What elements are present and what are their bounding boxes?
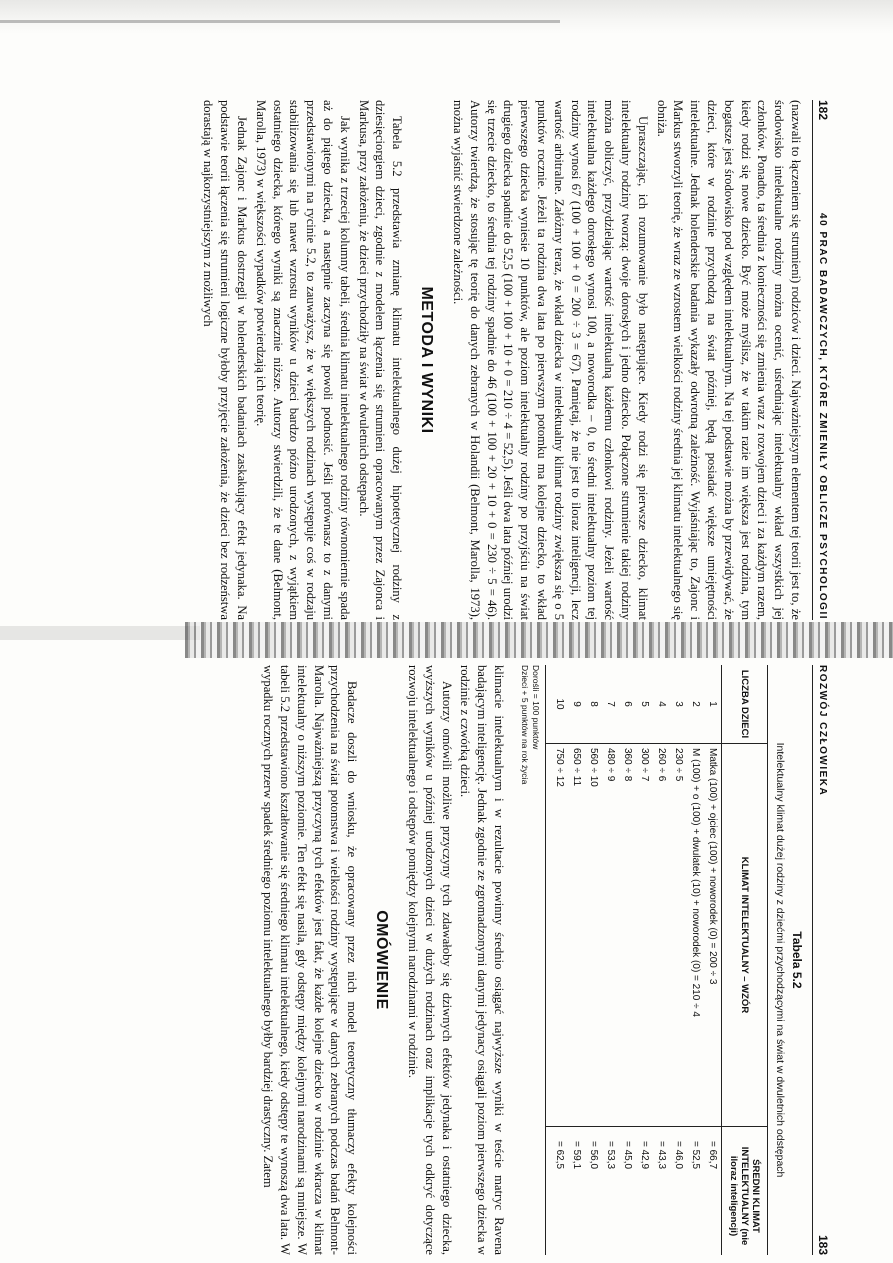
table-row [585,665,602,1255]
section-heading: OMÓWIENIE [373,910,391,1010]
running-head-right [812,665,833,1255]
page-182 [23,100,833,620]
cell: = 56,0 [585,1127,602,1256]
cell: = 59,1 [568,1127,585,1256]
running-head-left [812,100,833,620]
running-head-title: ROZWÓJ CZŁOWIEKA [817,665,829,797]
cell: = 46,0 [670,1127,687,1256]
cell: 750 ÷ 12 [546,744,569,1127]
cell: = 45,0 [619,1127,636,1256]
scan-gutter [0,626,200,640]
paragraph: Upraszczając, ich rozumowanie było następujące. Kiedy rodzi się pierwsze dziecko, klimat intelektualny rodziny tworzą: dwoje dorosłych i jedno dziecko. Połączone strumienie takiej rodziny można obliczyć, przydzielając wartość intelektualną każdemu członkowi rodziny. Jeżeli wartość intelektualna każdego dorosłego wynosi 100, a noworodka – 0, to średni intelektualny poziom tej rodziny wynosi 67 (100 + 100 + 0 = 200 ÷ 3 = 67). Pamiętaj, że nie jest to iloraz inteligencji, lecz wartość arbitralne. Załóżmy teraz, że wkład dziecka w intelektualny klimat rodziny zwiększa się o 5 punktów rocznie. Jeżeli ta rodzina dwa lata po pierwszym potomku ma kolejne dziecko, to wkład pierwszego dziecka wyniesie 10 punktów, ale poziom intelektualny rodziny po przyjściu na świat drugiego dziecka spadnie do 52,5 (100 + 100 + 10 + 0 = 210 ÷ 4 = 52,5). Jeśli dwa lata później urodzi się trzecie dziecko, to średnia tej rodziny spadnie do 46 (100 + 100 + 20 + 10 + 0 = 230 ÷ 5 = 46). Autorzy twierdzą, że stosując tę teorię do danych zebranych w Holandii (Belmont, Marolla, 1973), można wyjaśnić stwierdzone zależności. [451,100,650,620]
cell: = 62,5 [546,1127,569,1256]
cell: = 52,5 [687,1127,704,1256]
cell: 4 [653,665,670,744]
page-number: 182 [816,100,830,121]
cell: 650 ÷ 11 [571,748,582,787]
column-header: LICZBA DZIECI [722,665,768,744]
cell: 260 ÷ 6 [656,748,667,782]
data-table [545,665,768,1255]
cell: 360 ÷ 8 [622,748,633,782]
paragraph: Badacze doszli do wniosku, że opracowany przez nich model teoretyczny tłumaczy efekty kolejności przychodzenia na świat potomstwa i wielkości rodziny występujące w danych zebranych podczas badań Belmont-Marolla. Najważniejszą przyczyną tych efektów jest fakt, że każde kolejne dziecko w rodzinie wkracza w klimat intelektualny o niższym poziomie. Ten efekt się nasila, gdy odstępy między kolejnymi narodzinami są mniejsze. W tabeli 5.2 przedstawiono kształtowanie się średniego klimatu intelektualnego, kiedy odstępy te wynoszą dwa lata. W wypadku rocznych przerw spadek średniego poziomu intelektualnego byłby bardziej drastyczny. Zatem [261,665,360,1255]
table-row [602,665,619,1255]
cell: 6 [619,665,636,744]
paragraph: Tabela 5.2 przedstawia zmianę klimatu intelektualnego dużej hipotetycznej rodziny z dziesięciorgiem dzieci, zgodnie z modelem łączenia się strumieni opracowanym przez Zajonca i Markusa, przy założeniu, że dzieci przychodziły na świat w dwuletnich odstępach. [356,100,405,620]
cell: 560 ÷ 10 [588,748,599,787]
cell: 5 [636,665,653,744]
table-header-row [722,665,768,1255]
cell: = 66,7 [704,1127,722,1256]
table-notes [519,665,541,1255]
table-title: Tabela 5.2 [790,931,804,989]
cell: = 53,3 [602,1127,619,1256]
table-caption: Intelektualny klimat dużej rodziny z dziećmi przychodzącymi na świat w dwuletnich odstępach [774,742,786,1178]
table-row [687,665,704,1255]
table-row [653,665,670,1255]
table-row [670,665,687,1255]
running-head-title: 40 PRAC BADAWCZYCH, KTÓRE ZMIENIŁY OBLICZE PSYCHOLOGII [817,213,829,620]
book-spine-shadow [185,622,893,658]
cell: Matka (100) + ojciec (100) + noworodek (0) = 200 ÷ 3 [707,748,718,985]
cell: = 43,3 [653,1127,670,1256]
page-183 [23,665,833,1255]
cell: 8 [585,665,602,744]
table-row [704,665,722,1255]
paragraph: Autorzy omówili możliwe przyczyny tych zdawałoby się dziwnych efektów jedynaka i ostatniego dziecka, wyższych wyników u później urodzonych dzieci w dużych rodzinach oraz implikacje tych odkryć dotyczące rozwoju intelektualnego i odstępów pomiędzy kolejnymi narodzinami w rodzinie. [406,665,454,1255]
cell: 3 [670,665,687,744]
cell: 10 [546,665,569,744]
table-row [546,665,569,1255]
page-number: 183 [816,1234,830,1255]
paragraph: Jednak Zajonc i Markus dostrzegli w holenderskich badaniach zaskakujący efekt jedynaka. Na podstawie teorii łączenia się strumieni logiczne byłoby przyjęcie założenia, że dzieci bez rodzeństwa dorastają w najkorzystniejszym z możliwych [201,100,250,620]
table-note: Dorośli = 100 punktów [531,665,541,750]
table-note: Dzieci + 5 punktów na rok życia [520,665,530,785]
cell: 480 ÷ 9 [605,748,616,782]
scan-streak [0,20,560,23]
cell: 9 [568,665,585,744]
scan-edge [0,0,893,34]
cell: = 42,9 [636,1127,653,1256]
section-heading: METODA I WYNIKI [418,286,436,434]
column-header: ŚREDNI KLIMAT INTELEKTUALNY (nie iloraz inteligencji) [722,1127,768,1256]
paragraph: (nazwali to łączeniem się strumieni) rodziców i dzieci. Najważniejszym elementem tej teorii jest to, że środowisko intelektualne rodziny można ocenić, uśredniając intelektualny wkład wszystkich jej członków. Ponadto, ta średnia z konieczności się zmienia wraz z rozwojem dzieci i za każdym razem, kiedy rodzi się nowe dziecko. Być może myślisz, że w takim razie im większa jest rodzina, tym bogatsze jest środowisko pod względem intelektualnym. Na tej podstawie można by przewidywać, że dzieci, które w rodzinie przychodzą na świat później, będą posiadać większe umiejętności intelektualne. Jednak holenderskie badania wykazały odwrotną zależność. Wyjaśniając to, Zajonc i Markus stworzyli teorię, że wraz ze wzrostem wielkości rodziny średnia jej klimatu intelektualnego się obniża. [654,100,803,620]
cell: 7 [602,665,619,744]
table-row [636,665,653,1255]
cell: 2 [687,665,704,744]
table-row [568,665,585,1255]
paragraph: klimacie intelektualnym i w rezultacie powinny średnio osiągać najwyższe wyniki w teście matryc Ravena badającym inteligencję. Jednak zgodnie ze zgromadzonymi danymi jedynacy osiągali poziom pierwszego dziecka w rodzinie z czwórką dzieci. [458,665,506,1255]
paragraph: Jak wynika z trzeciej kolumny tabeli, średnia klimatu intelektualnego rodziny równomiernie spada aż do piątego dziecka, a następnie zaczyna się powoli podnosić. Jeśli porównasz to z danymi przedstawionymi na rycinie 5.2, to zauważysz, że w większych rodzinach występuje coś w rodzaju stabilizowania się lub nawet wzrostu wyników u dzieci bardzo późno urodzonych, z wyjątkiem ostatniego dziecka, którego wyniki są znacznie niższe. Autorzy stwierdzili, że te dane (Belmont, Marolla, 1973) w większości wypadków potwierdzają ich teorię. [253,100,352,620]
cell: 1 [704,665,722,744]
cell: 230 ÷ 5 [673,748,684,782]
cell: 300 ÷ 7 [639,748,650,782]
table-row [619,665,636,1255]
column-header: KLIMAT INTELEKTUALNY – WZÓR [722,744,768,1127]
cell: M (100) + o (100) + dwulatek (10) + noworodek (0) = 210 ÷ 4 [690,748,701,1017]
